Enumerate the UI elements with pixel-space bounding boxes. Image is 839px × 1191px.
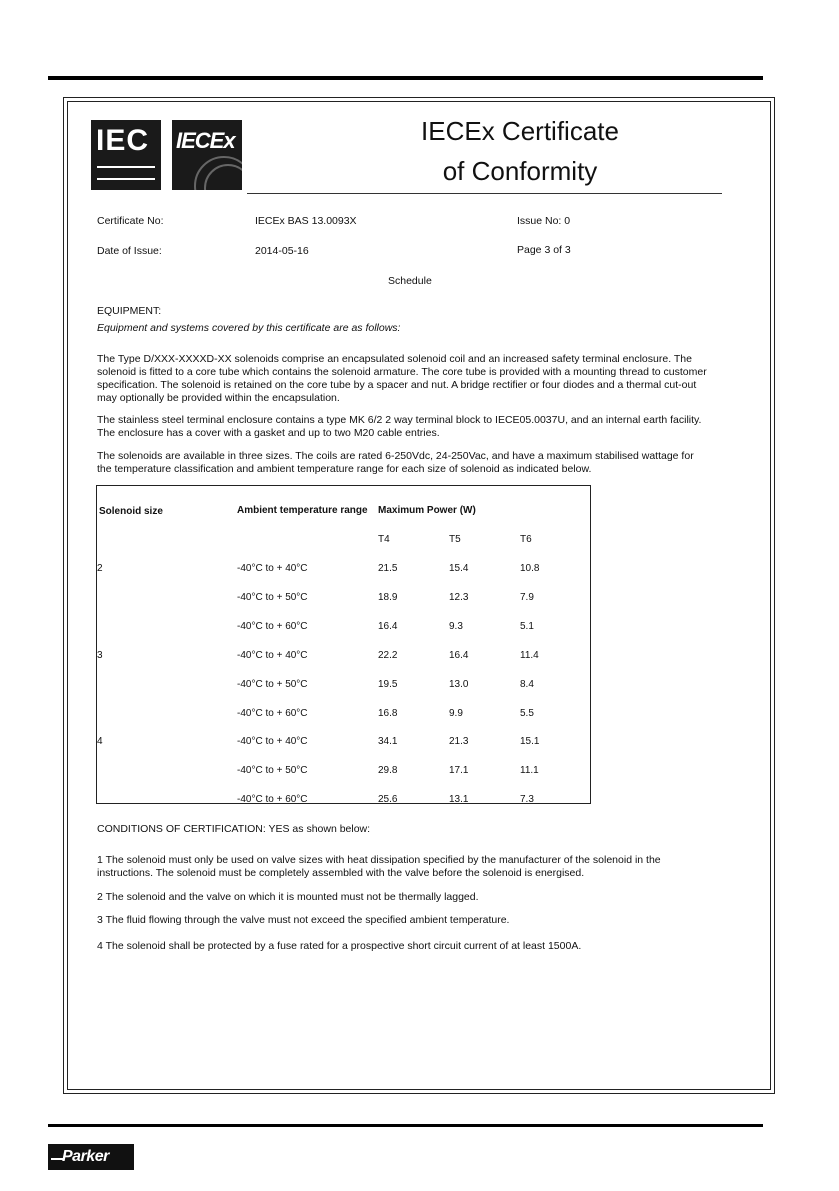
cell-t5: 15.4: [449, 563, 469, 574]
cell-t5: 17.1: [449, 765, 469, 776]
cell-range: -40°C to + 50°C: [237, 765, 308, 776]
table-header-size: Solenoid size: [99, 506, 163, 517]
cell-t4: 22.2: [378, 650, 398, 661]
cell-t4: 16.8: [378, 708, 398, 719]
cell-t4: 19.5: [378, 679, 398, 690]
cell-t6: 7.3: [520, 794, 534, 805]
cell-t5: 12.3: [449, 592, 469, 603]
iec-logo: [91, 120, 161, 190]
cell-t5: 13.0: [449, 679, 469, 690]
cell-t4: 21.5: [378, 563, 398, 574]
cell-t4: 29.8: [378, 765, 398, 776]
parker-logo-text: Parker: [62, 1148, 109, 1165]
issue-no: Issue No: 0: [517, 215, 571, 227]
cell-t5: 9.9: [449, 708, 463, 719]
cell-range: -40°C to + 60°C: [237, 794, 308, 805]
cell-t6: 15.1: [520, 736, 540, 747]
cell-t6: 5.1: [520, 621, 534, 632]
cell-t5: 13.1: [449, 794, 469, 805]
cell-t4: 25.6: [378, 794, 398, 805]
equipment-paragraph-2: The stainless steel terminal enclosure contains a type MK 6/2 2 way terminal block to IECE05.0037U, and an internal earth facility. The enclosure has a cover with a gasket and up to two M20 cable entries.: [97, 414, 702, 439]
iecex-logo-text: IECEx: [176, 128, 235, 153]
cell-range: -40°C to + 60°C: [237, 708, 308, 719]
parker-logo: [48, 1144, 134, 1170]
condition-2: 2 The solenoid and the valve on which it is mounted must not be thermally lagged.: [97, 891, 479, 903]
cell-t6: 8.4: [520, 679, 534, 690]
cell-size: 4: [97, 736, 103, 747]
certificate-title-line1: IECEx Certificate: [421, 116, 619, 146]
table-header-ambient: Ambient temperature range: [237, 505, 368, 516]
cell-t6: 11.1: [520, 765, 539, 776]
cell-t4: 34.1: [378, 736, 398, 747]
table-header-power: Maximum Power (W): [378, 505, 476, 516]
cell-t6: 10.8: [520, 563, 540, 574]
cell-range: -40°C to + 40°C: [237, 650, 308, 661]
condition-1: 1 The solenoid must only be used on valve sizes with heat dissipation specified by the manufacturer of the solenoid in the instructions. The solenoid must be completely assembled with the valve before the solenoid is energised.: [97, 854, 661, 879]
equipment-paragraph-1: The Type D/XXX-XXXXD-XX solenoids comprise an encapsulated solenoid coil and an increased safety terminal enclosure. The solenoid is fitted to a core tube which contains the solenoid armature. The core tube is provided with a mounting thread to customer specification. The solenoid is retained on the core tube by a spacer and nut. A bridge rectifier or four diodes and a thermal cut-out may optionally be provided within the encapsulation.: [97, 353, 707, 404]
condition-4: 4 The solenoid shall be protected by a fuse rated for a prospective short circuit current of at least 1500A.: [97, 940, 582, 952]
power-table: [96, 485, 591, 804]
equipment-heading: EQUIPMENT:: [97, 305, 162, 317]
conditions-heading: CONDITIONS OF CERTIFICATION: YES as shown below:: [97, 823, 371, 835]
cert-no-value: IECEx BAS 13.0093X: [255, 215, 357, 227]
date-label: Date of Issue:: [97, 245, 162, 257]
table-header-t4: T4: [378, 534, 390, 545]
schedule-heading: Schedule: [388, 275, 432, 287]
cell-range: -40°C to + 50°C: [237, 592, 308, 603]
table-header-t5: T5: [449, 534, 461, 545]
cell-range: -40°C to + 60°C: [237, 621, 308, 632]
iecex-logo: [172, 120, 242, 190]
cell-size: 2: [97, 563, 103, 574]
cell-t4: 18.9: [378, 592, 398, 603]
cell-range: -40°C to + 40°C: [237, 563, 308, 574]
cert-no-label: Certificate No:: [97, 215, 164, 227]
title-rule: [247, 193, 722, 194]
cell-t5: 9.3: [449, 621, 463, 632]
iec-logo-lines: [97, 166, 155, 180]
top-rule: [48, 76, 763, 80]
cell-range: -40°C to + 50°C: [237, 679, 308, 690]
certificate-title-line2: of Conformity: [442, 156, 598, 186]
bottom-rule: [48, 1124, 763, 1127]
condition-3: 3 The fluid flowing through the valve must not exceed the specified ambient temperature.: [97, 914, 510, 926]
equipment-paragraph-3: The solenoids are available in three sizes. The coils are rated 6-250Vdc, 24-250Vac, and have a maximum stabilised wattage for the temperature classification and ambient temperature range for each size of solenoid as indicated below.: [97, 450, 694, 475]
cell-t4: 16.4: [378, 621, 398, 632]
cell-t6: 5.5: [520, 708, 534, 719]
cell-size: 3: [97, 650, 103, 661]
cell-range: -40°C to + 40°C: [237, 736, 308, 747]
equipment-subheading: Equipment and systems covered by this certificate are as follows:: [97, 322, 401, 334]
cell-t5: 16.4: [449, 650, 469, 661]
page-number: Page 3 of 3: [517, 244, 571, 256]
cell-t6: 11.4: [520, 650, 539, 661]
table-header-t6: T6: [520, 534, 532, 545]
cell-t5: 21.3: [449, 736, 469, 747]
cell-t6: 7.9: [520, 592, 534, 603]
date-value: 2014-05-16: [255, 245, 309, 257]
iec-logo-text: IEC: [96, 124, 150, 157]
